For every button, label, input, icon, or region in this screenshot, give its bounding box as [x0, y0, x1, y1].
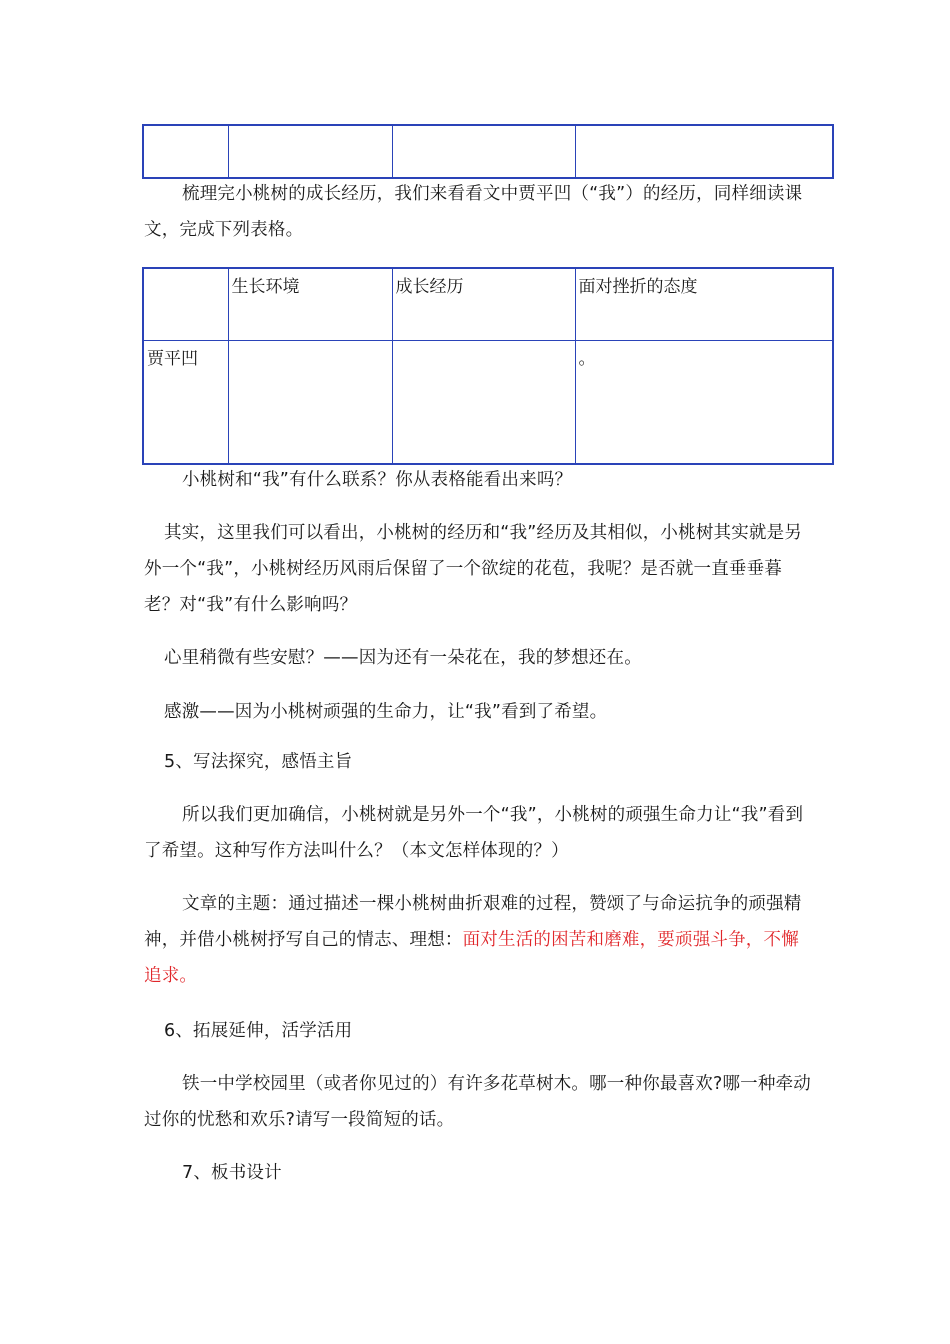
section-heading-7: 7、板书设计	[182, 1163, 282, 1183]
section-heading-6: 6、拓展延伸，活学活用	[164, 1021, 353, 1041]
table-row	[143, 125, 833, 178]
table-header-cell: 成长经历	[392, 268, 575, 340]
table-cell	[228, 125, 392, 178]
table-cell	[392, 340, 575, 464]
comfort-paragraph: 心里稍微有些安慰？——因为还有一朵花在，我的梦想还在。	[164, 648, 642, 668]
jiapingwa-table	[142, 267, 834, 465]
table-header-cell	[143, 268, 228, 340]
table-cell	[228, 340, 392, 464]
intro-paragraph: 梳理完小桃树的成长经历，我们来看看文中贾平凹（“我”）的经历，同样细读课文，完成下列表格。	[144, 184, 803, 240]
table-cell	[392, 125, 575, 178]
section-heading-5: 5、写法探究，感悟主旨	[164, 752, 353, 772]
theme-paragraph	[144, 886, 814, 994]
top-table	[142, 124, 834, 179]
theme-text: 文章的主题：通过描述一棵小桃树曲折艰难的过程，赞颂了与命运抗争的顽强精神，并借小桃树抒写自己的情志、理想：	[144, 894, 802, 950]
table-cell: 贾平凹	[143, 340, 228, 464]
table-cell	[575, 125, 833, 178]
analysis-paragraph: 其实，这里我们可以看出，小桃树的经历和“我”经历及其相似，小桃树其实就是另外一个“我”，小桃树经历风雨后保留了一个欲绽的花苞，我呢？是否就一直垂垂暮老？对“我”有什么影响吗？	[144, 523, 803, 615]
table-cell: 。	[575, 340, 833, 464]
question-paragraph: 小桃树和“我”有什么联系？你从表格能看出来吗？	[182, 470, 573, 490]
table-header-row	[143, 268, 833, 340]
extension-paragraph: 铁一中学校园里（或者你见过的）有许多花草树木。哪一种你最喜欢?哪一种牵动过你的忧愁和欢乐?请写一段简短的话。	[144, 1074, 811, 1130]
table-header-cell: 面对挫折的态度	[575, 268, 833, 340]
gratitude-paragraph: 感激——因为小桃树顽强的生命力，让“我”看到了希望。	[164, 702, 608, 722]
table-header-cell: 生长环境	[228, 268, 392, 340]
table-row	[143, 340, 833, 464]
technique-paragraph: 所以我们更加确信，小桃树就是另外一个“我”，小桃树的顽强生命力让“我”看到了希望。这种写作方法叫什么？（本文怎样体现的？）	[144, 805, 804, 861]
table-cell	[143, 125, 228, 178]
theme-highlight: 面对生活的困苦和磨难，要顽强斗争，不懈追求。	[144, 930, 799, 986]
